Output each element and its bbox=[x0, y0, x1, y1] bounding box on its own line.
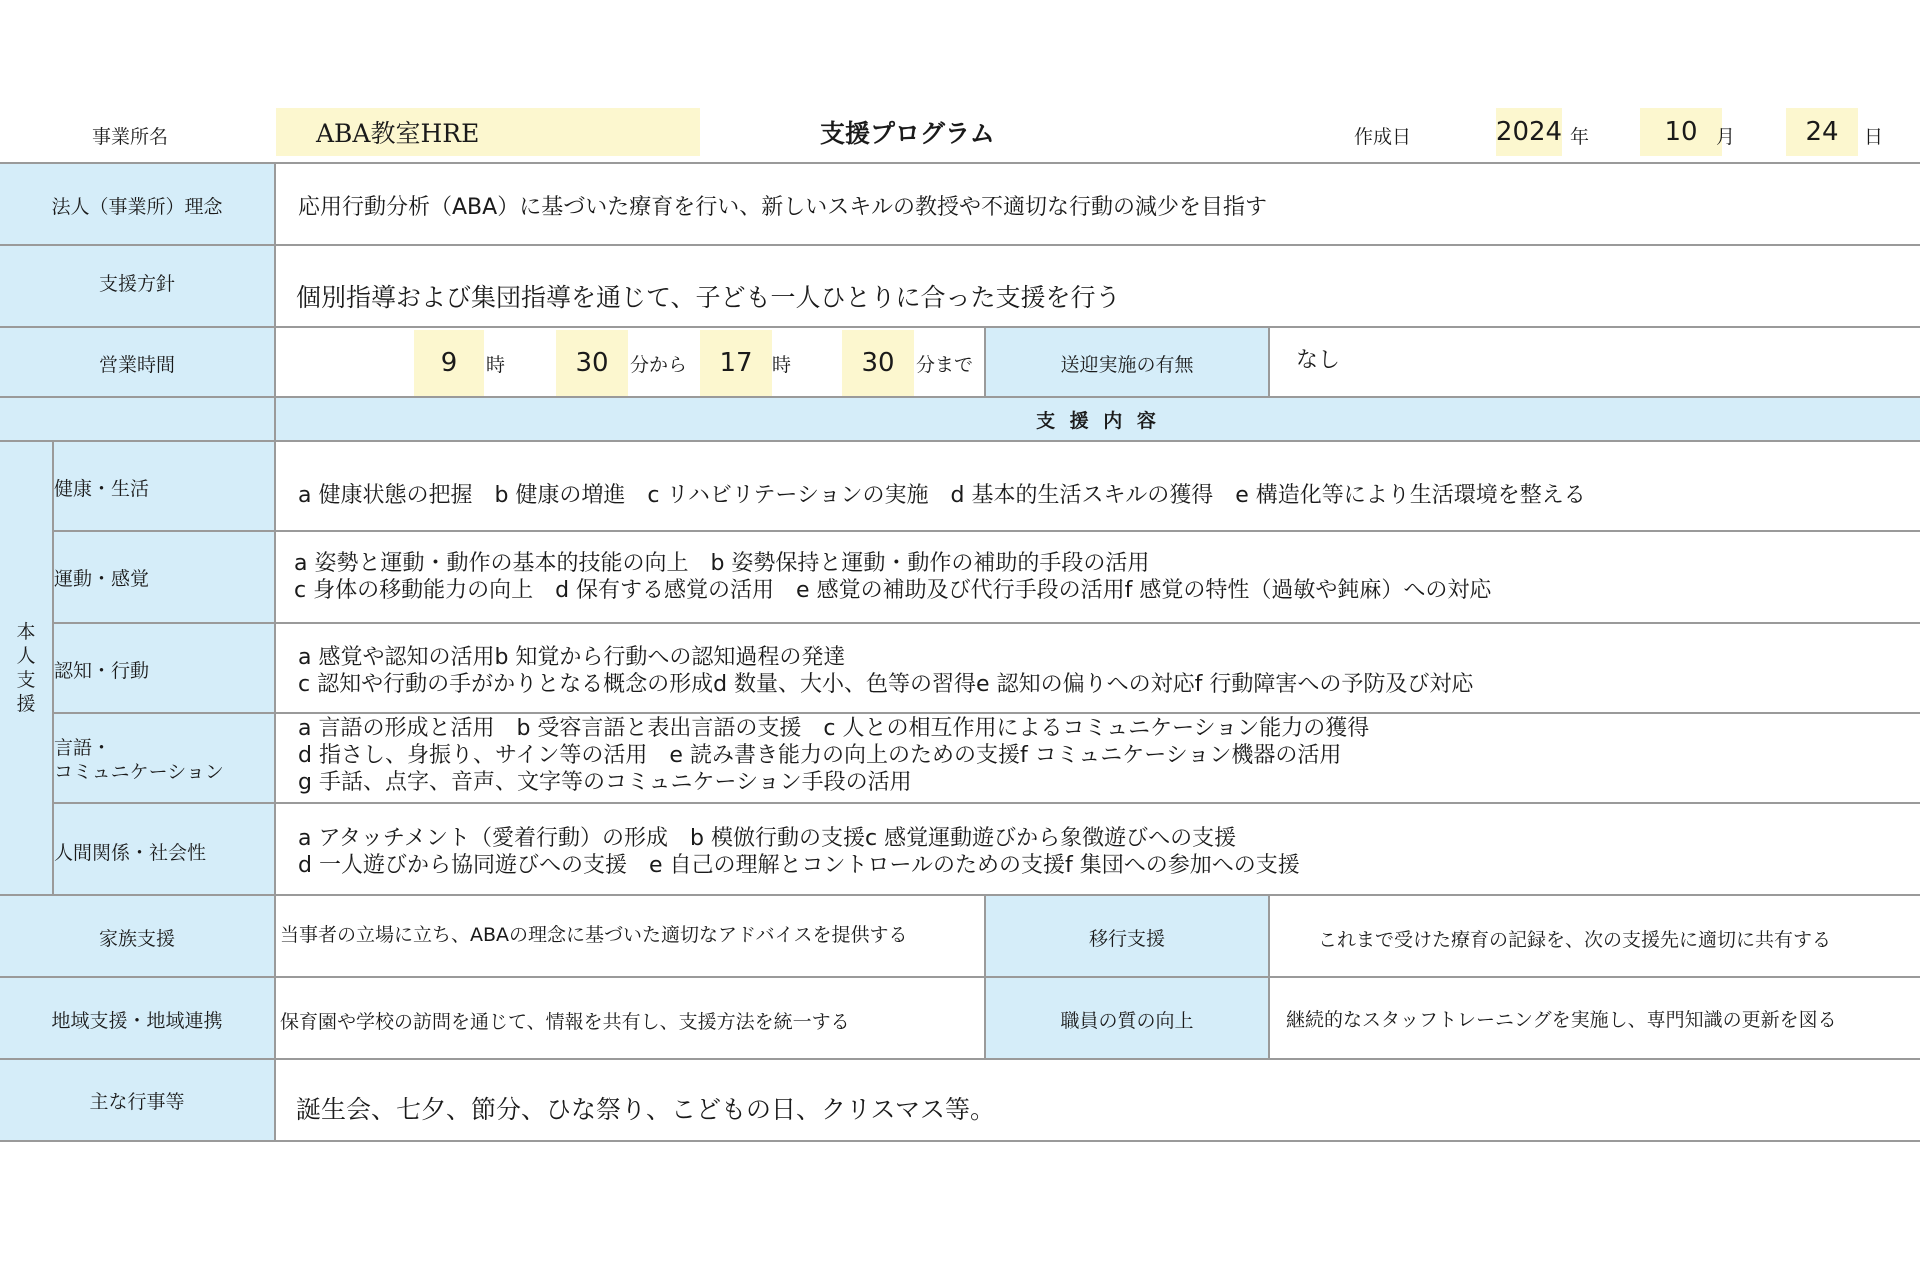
family-support-label: 家族支援 bbox=[98, 927, 175, 950]
from-label: 分から bbox=[630, 353, 688, 376]
category-label-motor: 運動・感覚 bbox=[54, 567, 150, 590]
transition-support-label: 移行支援 bbox=[1088, 927, 1165, 950]
grid-line bbox=[1268, 326, 1270, 398]
grid-line bbox=[52, 802, 1920, 804]
category-text-social[interactable] bbox=[298, 825, 1908, 879]
support-content-header: 支 援 内 容 bbox=[1036, 409, 1160, 432]
transition-support-text[interactable]: これまで受けた療育の記録を、次の支援先に適切に共有する bbox=[1318, 928, 1832, 951]
events-label: 主な行事等 bbox=[89, 1090, 185, 1113]
category-label-communication bbox=[54, 736, 274, 784]
community-support-label: 地域支援・地域連携 bbox=[51, 1009, 223, 1032]
transport-label: 送迎実施の有無 bbox=[1060, 353, 1194, 376]
individual-support-label bbox=[0, 620, 52, 716]
until-label: 分まで bbox=[916, 353, 974, 376]
day-field[interactable]: 24 bbox=[1786, 108, 1858, 156]
category-line: d 一人遊びから協同遊びへの支援 e 自己の理解とコントロールのための支援f 集団への参加への支援 bbox=[298, 853, 1300, 878]
category-line: a 言語の形成と活用 b 受容言語と表出言語の支援 c 人との相互作用によるコミュニケーション能力の獲得 bbox=[298, 716, 1370, 741]
category-line: a 感覚や認知の活用b 知覚から行動への認知過程の発達 bbox=[298, 645, 846, 670]
staff-quality-text[interactable]: 継続的なスタッフトレーニングを実施し、専門知識の更新を図る bbox=[1286, 1008, 1837, 1031]
grid-line bbox=[0, 894, 1920, 896]
end-minute-field[interactable]: 30 bbox=[842, 330, 914, 396]
office-name-label: 事業所名 bbox=[92, 125, 169, 148]
category-line: a 姿勢と運動・動作の基本的技能の向上 b 姿勢保持と運動・動作の補助的手段の活用 bbox=[294, 551, 1150, 576]
month-unit: 月 bbox=[1716, 125, 1736, 148]
category-text-cognition[interactable] bbox=[298, 644, 1908, 698]
category-label-health: 健康・生活 bbox=[54, 477, 150, 500]
year-field[interactable]: 2024 bbox=[1496, 108, 1562, 156]
grid-line bbox=[52, 712, 1920, 714]
category-text-health[interactable] bbox=[298, 482, 1908, 509]
philosophy-label: 法人（事業所）理念 bbox=[51, 195, 223, 218]
category-line: a 健康状態の把握 b 健康の増進 c リハビリテーションの実施 d 基本的生活スキルの獲得 e 構造化等により生活環境を整える bbox=[298, 483, 1586, 508]
vertical-label-char: 人 bbox=[16, 645, 36, 667]
category-line: c 身体の移動能力の向上 d 保有する感覚の活用 e 感覚の補助及び代行手段の活用f 感覚の特性（過敏や鈍麻）への対応 bbox=[294, 578, 1492, 603]
philosophy-text[interactable]: 応用行動分析（ABA）に基づいた療育を行い、新しいスキルの教授や不適切な行動の減少を目指す bbox=[298, 194, 1267, 220]
category-line: c 認知や行動の手がかりとなる概念の形成d 数量、大小、色等の習得e 認知の偏りへの対応f 行動障害への予防及び対応 bbox=[298, 672, 1474, 697]
grid-line bbox=[52, 622, 1920, 624]
family-support-text[interactable]: 当事者の立場に立ち、ABAの理念に基づいた適切なアドバイスを提供する bbox=[280, 923, 908, 946]
transport-value[interactable]: なし bbox=[1296, 347, 1341, 373]
start-minute-field[interactable]: 30 bbox=[556, 330, 628, 396]
staff-quality-label: 職員の質の向上 bbox=[1060, 1009, 1194, 1032]
hour-unit: 時 bbox=[486, 353, 506, 376]
vertical-label-char: 援 bbox=[16, 693, 36, 715]
year-unit: 年 bbox=[1570, 125, 1590, 148]
office-name-field[interactable]: ABA教室HRE bbox=[276, 108, 700, 156]
grid-line bbox=[0, 440, 1920, 442]
category-text-motor[interactable] bbox=[294, 550, 1914, 604]
category-label-line: 言語・ bbox=[54, 737, 112, 759]
vertical-label-char: 本 bbox=[16, 621, 36, 643]
month-field[interactable]: 10 bbox=[1640, 108, 1722, 156]
policy-text[interactable]: 個別指導および集団指導を通じて、子ども一人ひとりに合った支援を行う bbox=[296, 283, 1121, 312]
start-hour-field[interactable]: 9 bbox=[414, 330, 484, 396]
events-text[interactable]: 誕生会、七夕、節分、ひな祭り、こどもの日、クリスマス等。 bbox=[296, 1095, 996, 1124]
category-label-line: コミュニケーション bbox=[54, 761, 224, 783]
vertical-label-char: 支 bbox=[16, 669, 36, 691]
date-label: 作成日 bbox=[1354, 125, 1412, 148]
grid-line bbox=[52, 530, 1920, 532]
category-line: a アタッチメント（愛着行動）の形成 b 模倣行動の支援c 感覚運動遊びから象徴遊びへの支援 bbox=[298, 826, 1237, 851]
grid-line bbox=[1268, 894, 1270, 1060]
grid-line bbox=[0, 1058, 1920, 1060]
hours-label: 営業時間 bbox=[98, 353, 175, 376]
page-title: 支援プログラム bbox=[820, 119, 995, 148]
day-unit: 日 bbox=[1864, 125, 1884, 148]
hour-unit: 時 bbox=[772, 353, 792, 376]
category-label-social: 人間関係・社会性 bbox=[54, 841, 207, 864]
category-line: d 指さし、身振り、サイン等の活用 e 読み書き能力の向上のための支援f コミュニケーション機器の活用 bbox=[298, 743, 1342, 768]
category-line: g 手話、点字、音声、文字等のコミュニケーション手段の活用 bbox=[298, 770, 912, 795]
category-text-communication[interactable] bbox=[298, 715, 1908, 796]
category-label-cognition: 認知・行動 bbox=[54, 659, 150, 682]
end-hour-field[interactable]: 17 bbox=[700, 330, 772, 396]
community-support-text[interactable]: 保育園や学校の訪問を通じて、情報を共有し、支援方法を統一する bbox=[280, 1010, 850, 1033]
grid-line bbox=[274, 162, 276, 1142]
policy-label: 支援方針 bbox=[98, 272, 175, 295]
